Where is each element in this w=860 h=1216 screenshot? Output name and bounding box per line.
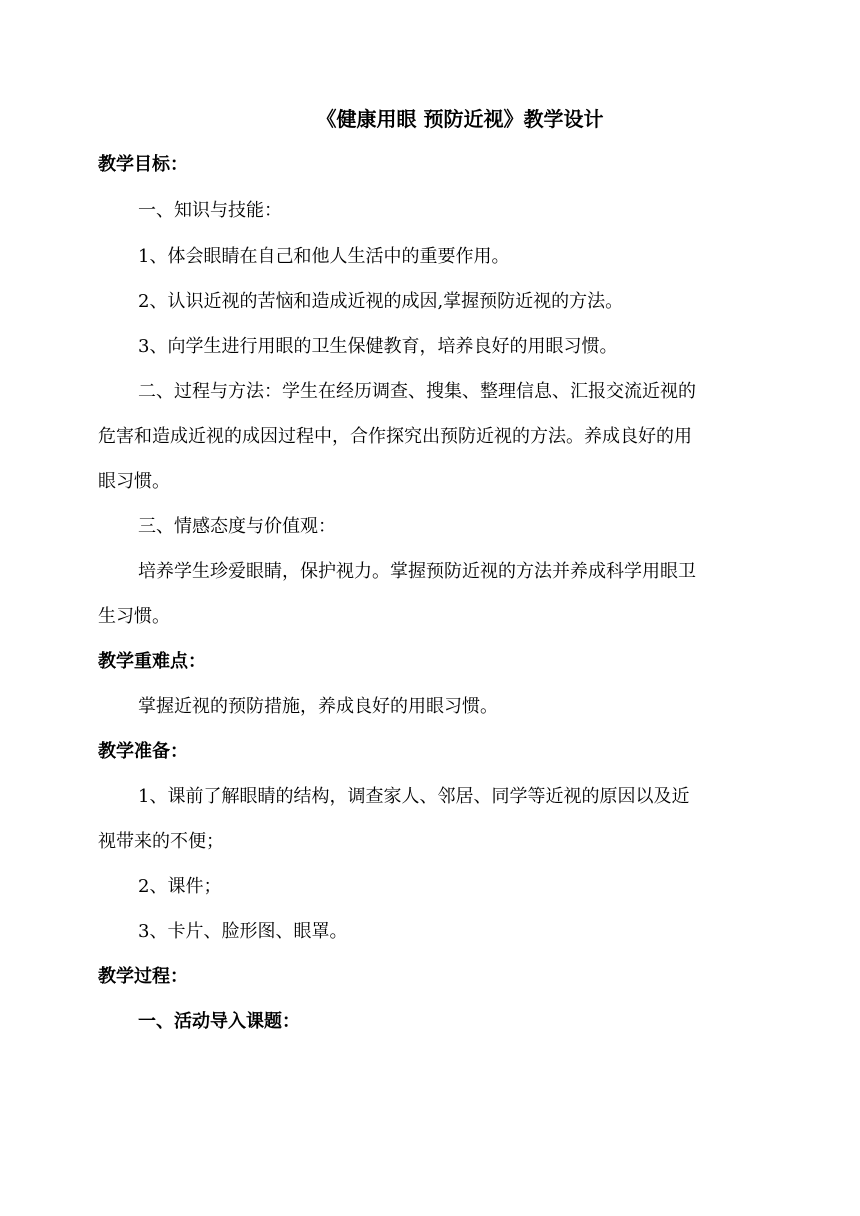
document-title: 《健康用眼 预防近视》教学设计	[316, 107, 604, 131]
process-heading: 教学过程：	[98, 966, 188, 987]
knowledge-item-2: 2、认识近视的苦恼和造成近视的成因,掌握预防近视的方法。	[138, 291, 624, 312]
knowledge-item-1: 1、体会眼睛在自己和他人生活中的重要作用。	[138, 246, 510, 267]
emotion-heading: 三、情感态度与价值观：	[138, 516, 336, 537]
preparation-heading: 教学准备：	[98, 741, 188, 762]
knowledge-item-3: 3、向学生进行用眼的卫生保健教育，培养良好的用眼习惯。	[138, 336, 618, 357]
process-method-line-1: 二、过程与方法：学生在经历调查、搜集、整理信息、汇报交流近视的	[138, 381, 696, 402]
goals-heading: 教学目标：	[98, 154, 188, 175]
preparation-item-3: 3、卡片、脸形图、眼罩。	[138, 921, 348, 942]
emotion-line-1: 培养学生珍爱眼睛，保护视力。掌握预防近视的方法并养成科学用眼卫	[138, 561, 696, 582]
emotion-line-2: 生习惯。	[98, 606, 170, 627]
preparation-item-2: 2、课件；	[138, 876, 222, 897]
preparation-item-1-line-1: 1、课前了解眼睛的结构，调查家人、邻居、同学等近视的原因以及近	[138, 786, 690, 807]
process-method-line-3: 眼习惯。	[98, 471, 170, 492]
process-subheading: 一、活动导入课题：	[138, 1011, 300, 1032]
key-points-text: 掌握近视的预防措施，养成良好的用眼习惯。	[138, 696, 498, 717]
preparation-item-1-line-2: 视带来的不便；	[98, 831, 224, 852]
knowledge-heading: 一、知识与技能：	[138, 200, 282, 221]
key-points-heading: 教学重难点：	[98, 651, 206, 672]
process-method-line-2: 危害和造成近视的成因过程中，合作探究出预防近视的方法。养成良好的用	[98, 426, 692, 447]
